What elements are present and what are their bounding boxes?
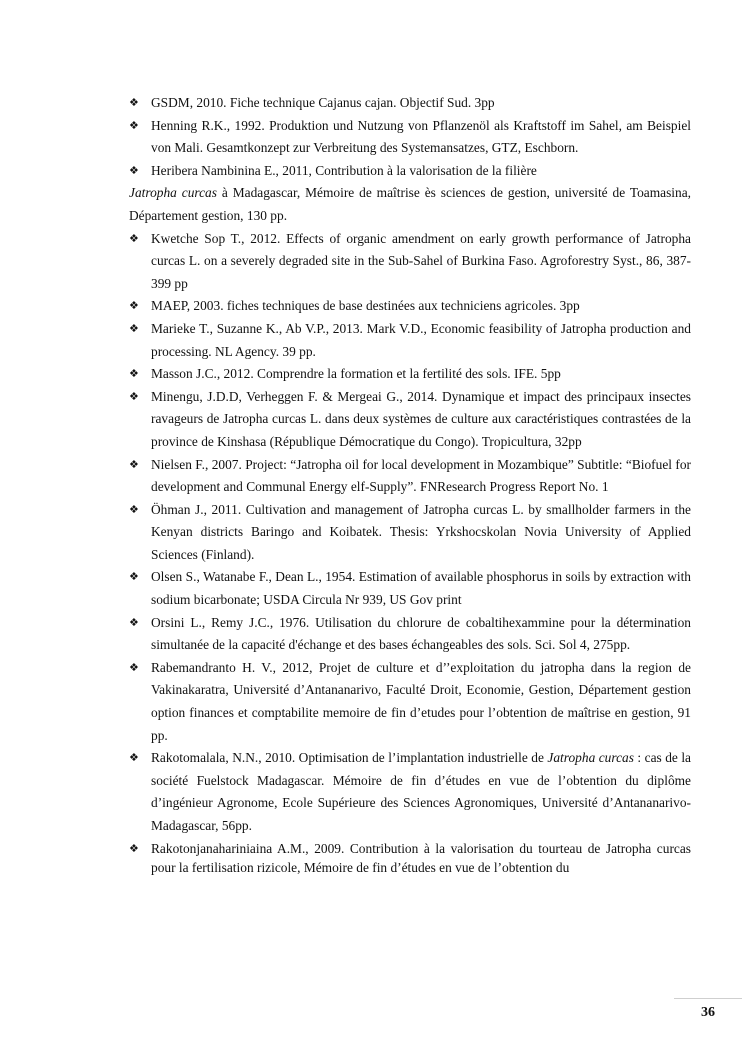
- diamond-bullet-icon: ❖: [129, 660, 139, 674]
- diamond-bullet-icon: ❖: [129, 299, 139, 313]
- diamond-bullet-icon: ❖: [129, 231, 139, 245]
- diamond-bullet-icon: ❖: [129, 163, 139, 177]
- reference-ohman: [129, 499, 691, 567]
- diamond-bullet-icon: ❖: [129, 367, 139, 381]
- reference-italic-species: Jatropha curcas: [129, 185, 217, 201]
- reference-rabemandranto: [129, 657, 691, 747]
- reference-text: Minengu, J.D.D, Verheggen F. & Mergeai G., 2014. Dynamique et impact des principaux insectes ravageurs de Jatropha curcas L. dans deux systèmes de culture aux caractéristiques contrastées de la province de Kinshasa (République Démocratique du Congo). Tropicultura, 32pp: [151, 388, 691, 449]
- reference-italic-species: Jatropha curcas: [547, 750, 634, 766]
- diamond-bullet-icon: ❖: [129, 841, 139, 855]
- reference-heribera-continuation: [129, 182, 691, 227]
- reference-henning: [129, 115, 691, 160]
- reference-olsen: [129, 566, 691, 611]
- diamond-bullet-icon: ❖: [129, 118, 139, 132]
- reference-maep: [129, 295, 691, 318]
- reference-text: Marieke T., Suzanne K., Ab V.P., 2013. Mark V.D., Economic feasibility of Jatropha production and processing. NL Agency. 39 pp.: [151, 320, 691, 359]
- diamond-bullet-icon: ❖: [129, 502, 139, 516]
- reference-text-line1: Heribera Nambinina E., 2011, Contribution à la valorisation de la filière: [151, 162, 537, 178]
- reference-kwetche: [129, 228, 691, 296]
- reference-rakotonjanahariniaina: [129, 839, 691, 877]
- diamond-bullet-icon: ❖: [129, 389, 139, 403]
- reference-text: Kwetche Sop T., 2012. Effects of organic amendment on early growth performance of Jatropha curcas L. on a severely degraded site in the Sub-Sahel of Burkina Faso. Agroforestry Syst., 86, 387-399 pp: [151, 230, 691, 291]
- reference-text: Rabemandranto H. V., 2012, Projet de culture et d’’exploitation du jatropha dans la region de Vakinakaratra, Université d’Antananarivo, Faculté Droit, Economie, Gestion, Département gestion option finances et comptabilite memoire de fin d’etudes pour l’obtention de maîtrise en gestion, 91 pp.: [151, 659, 691, 743]
- reference-nielsen: [129, 454, 691, 499]
- reference-text-after: : cas de la société Fuelstock Madagascar. Mémoire de fin d’études en vue de l’obtention du diplôme d’ingénieur Agronome, Ecole Supérieure des Sciences Agronomiques, Université d’Antananarivo-Madagascar, 56pp.: [151, 750, 692, 833]
- diamond-bullet-icon: ❖: [129, 570, 139, 584]
- page-number: 36: [701, 1005, 715, 1020]
- diamond-bullet-icon: ❖: [129, 96, 139, 109]
- reference-text: Nielsen F., 2007. Project: “Jatropha oil for local development in Mozambique” Subtitle: “Biofuel for development and Communal Energy elf-Supply”. FNResearch Progress Report No. 1: [151, 456, 691, 495]
- reference-masson: [129, 363, 691, 386]
- reference-text: Masson J.C., 2012. Comprendre la formation et la fertilité des sols. IFE. 5pp: [151, 366, 561, 382]
- reference-text: GSDM, 2010. Fiche technique Cajanus cajan. Objectif Sud. 3pp: [151, 95, 495, 110]
- reference-text: MAEP, 2003. fiches techniques de base destinées aux techniciens agricoles. 3pp: [151, 298, 580, 314]
- diamond-bullet-icon: ❖: [129, 457, 139, 471]
- reference-text: Orsini L., Remy J.C., 1976. Utilisation du chlorure de cobaltihexammine pour la détermination simultanée de la capacité d'échange et des bases échangeables des sols. Sci. Sol 4, 275pp.: [151, 614, 691, 653]
- reference-list: [129, 92, 691, 877]
- reference-text: Rakotonjanahariniaina A.M., 2009. Contribution à la valorisation du tourteau de Jatropha curcas pour la fertilisation rizicole, Mémoire de fin d’études en vue de l’obtention du: [151, 840, 691, 875]
- diamond-bullet-icon: ❖: [129, 615, 139, 629]
- reference-minengu: [129, 386, 691, 454]
- reference-heribera: [129, 160, 691, 183]
- reference-text: Öhman J., 2011. Cultivation and management of Jatropha curcas L. by smallholder farmers in the Kenyan districts Baringo and Koibatek. Thesis: Yrkshocskolan Novia University of Applied Sciences (Finland).: [151, 501, 691, 562]
- reference-text: Olsen S., Watanabe F., Dean L., 1954. Estimation of available phosphorus in soils by extraction with sodium bicarbonate; USDA Circula Nr 939, US Gov print: [151, 569, 691, 608]
- reference-gsdm: [129, 92, 691, 115]
- diamond-bullet-icon: ❖: [129, 321, 139, 335]
- reference-text: Henning R.K., 1992. Produktion und Nutzung von Pflanzenöl als Kraftstoff im Sahel, am Beispiel von Mali. Gesamtkonzept zur Verbreitung des Systemansatzes, GTZ, Eschborn.: [151, 117, 691, 156]
- reference-orsini: [129, 612, 691, 657]
- reference-text-rest: à Madagascar, Mémoire de maîtrise ès sciences de gestion, université de Toamasina, Département gestion, 130 pp.: [129, 185, 691, 223]
- diamond-bullet-icon: ❖: [129, 751, 139, 765]
- reference-rakotomalala: [129, 747, 691, 837]
- footer-divider: [674, 998, 742, 999]
- reference-marieke: [129, 318, 691, 363]
- reference-text-before: Rakotomalala, N.N., 2010. Optimisation de l’implantation industrielle de: [151, 750, 548, 766]
